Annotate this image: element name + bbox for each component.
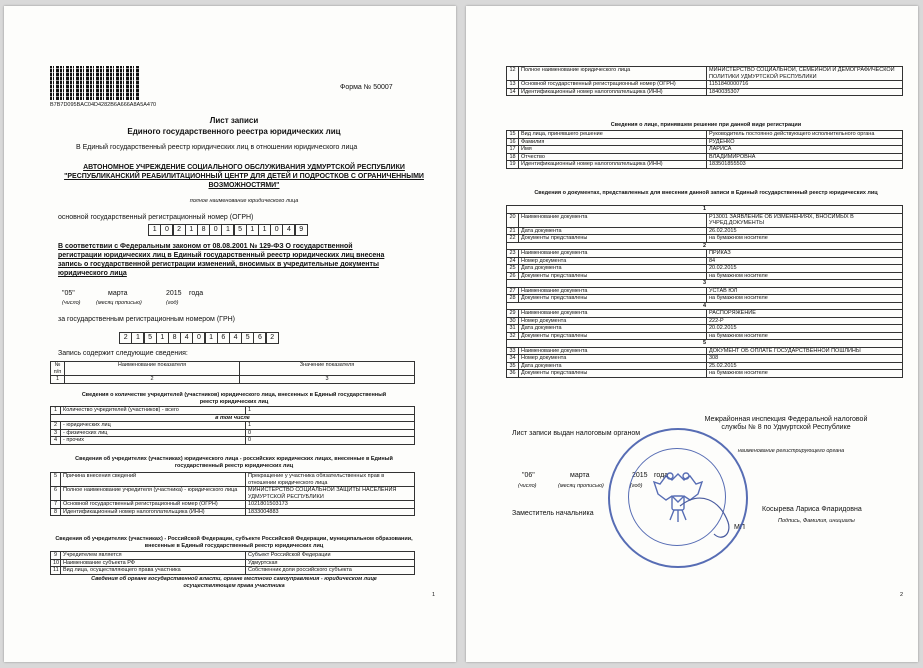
cap-year: (год) [166,300,179,306]
cell-name: Идентификационный номер налогоплательщика (ИНН) [519,161,707,169]
cell-name: Вид лица, осуществляющего права участника [61,567,246,575]
cell-value: 1840035307 [707,88,903,96]
hdr-c1: 1 [51,376,65,384]
cell-value: 308 [707,355,903,363]
cell-value: ПРИКАЗ [707,250,903,258]
cell-value: МИНИСТЕРСТВО СОЦИАЛЬНОЙ ЗАЩИТЫ НАСЕЛЕНИЯ УДМУРТСКОЙ РЕСПУБЛИКИ [246,487,415,501]
digit-cell: 1 [246,224,259,236]
cell-n: 26 [507,272,519,280]
cell-n: 9 [51,552,61,560]
cell-value: 20.02.2015 [707,265,903,273]
cell-value: РАСПОРЯЖЕНИЕ [707,310,903,318]
table-row [507,235,903,243]
cap-day: (число) [62,300,81,306]
digit-cell: 0 [192,332,205,344]
cell-n: 4 [51,437,61,445]
table-row [507,325,903,333]
cell-value: 1 [246,422,415,430]
digit-cell: 0 [270,224,283,236]
table-row [51,473,415,487]
table-row [507,138,903,146]
cell-name: Номер документа [519,257,707,265]
founders-legal-table [50,472,415,516]
cell-value: 1833004883 [246,508,415,516]
table-row [507,362,903,370]
cell-n: 25 [507,265,519,273]
org-name-caption: полное наименование юридического лица [189,198,299,204]
cell-n: 30 [507,317,519,325]
date-year: 2015 [166,290,182,297]
table-row [507,67,903,81]
table-row [507,250,903,258]
cell-n: 21 [507,227,519,235]
cell-n: 1 [51,407,61,415]
table-row [507,355,903,363]
cap-month-2: (месяц прописью) [558,483,604,489]
cell-n: 28 [507,295,519,303]
cell-name: Наименование документа [519,287,707,295]
cell-name: Номер документа [519,317,707,325]
cell-value: 84 [707,257,903,265]
table-row [507,347,903,355]
table-row [507,317,903,325]
page-number-2: 2 [900,592,904,598]
cell-name: Идентификационный номер налогоплательщика (ИНН) [519,88,707,96]
cell-value: 1151840000716 [707,81,903,89]
cell-n: 31 [507,325,519,333]
cell-n: 24 [507,257,519,265]
cell-value: ЛАРИСА [707,146,903,154]
cell-value: Прекращение у участника обязательственных прав в отношении юридического лица [246,473,415,487]
cell-value: 26.02.2015 [707,227,903,235]
cell-n: 10 [51,559,61,567]
table-row [51,552,415,560]
cell-name: - физических лиц [61,429,246,437]
cell-name: Причина внесения сведений [61,473,246,487]
page-1 [4,6,456,662]
cell-value: на бумажном носителе [707,295,903,303]
date-year-2: 2015 [632,472,648,479]
ogrn-label: основной государственный регистрационный номер (ОГРН) [58,214,254,221]
section-row [507,302,903,310]
digit-cell: 1 [131,332,144,344]
table-row [51,437,415,445]
law-text: В соответствии с Федеральным законом от 08.08.2001 № 129-ФЗ О государственной регистрации юридических лиц в Единый государственный реестр юридических лиц внесена запись о государственной регистрации изменений, вносимых в учредительные документы юридического лица [58,243,385,277]
org-name: АВТОНОМНОЕ УЧРЕЖДЕНИЕ СОЦИАЛЬНОГО ОБСЛУЖИВАНИЯ УДМУРТСКОЙ РЕСПУБЛИКИ "РЕСПУБЛИКАНСКИЙ РЕАБИЛИТАЦИОННЫЙ ЦЕНТР ДЛЯ ДЕТЕЙ И ПОДРОСТКОВ С ОГРАНИЧЕННЫМИ ВОЗМОЖНОСТЯМИ" [64,164,424,189]
cell-value: 183501855503 [707,161,903,169]
table-row [51,422,415,430]
cell-name: Вид лица, принявшего решение [519,131,707,139]
sec-founders-gov: Сведения об учредителях (участниках) - Российской Федерации, субъекте Российской Федерации, муниципальном образовании, внесенные в Единый государственный реестр юридических лиц [55,536,413,549]
table-row [507,287,903,295]
section-row [51,414,415,422]
cell-n: 7 [51,501,61,509]
cell-value: Руководитель постоянно действующего исполнительного органа [707,131,903,139]
digit-cell: 6 [253,332,266,344]
cell-n: 19 [507,161,519,169]
cell-n: 11 [51,567,61,575]
table-row [507,370,903,378]
section-cell: 1 [507,206,903,214]
stamp-signature-icon [610,430,746,566]
cell-name: Полное наименование учредителя (участника) - юридического лица [61,487,246,501]
cap-year-2: (год) [630,483,643,489]
sec-founders-legal: Сведения об учредителях (участниках) юридического лица - российских юридических лицах, внесенные в Единый государственный реестр юридических лиц [75,456,393,469]
signer-caption: Подпись, Фамилия, инициалы [778,518,855,524]
cell-name: Полное наименование юридического лица [519,67,707,81]
digit-cell: 1 [258,224,271,236]
cell-value: на бумажном носителе [707,370,903,378]
digit-cell: 1 [205,332,218,344]
issuer: Межрайонная инспекция Федеральной налоговой службы № 8 по Удмуртской Республике [704,416,868,431]
cell-name: Основной государственный регистрационный номер (ОГРН) [61,501,246,509]
cell-n: 16 [507,138,519,146]
cell-n: 23 [507,250,519,258]
cell-name: Номер документа [519,355,707,363]
cell-n: 3 [51,429,61,437]
grn-label: за государственным регистрационным номером (ГРН) [58,316,235,323]
cell-n: 5 [51,473,61,487]
barcode-text: B7B7D095BAC04D4282B6A666A8A5A470 [50,102,157,108]
table-row [507,257,903,265]
title-line1: Лист записи [209,116,259,125]
cell-n: 2 [51,422,61,430]
barcode [50,66,140,100]
digit-cell: 5 [241,332,254,344]
section-cell: 5 [507,340,903,348]
cell-name: Дата документа [519,362,707,370]
section-cell: 4 [507,302,903,310]
digit-cell: 8 [168,332,181,344]
cell-name: Документы представлены [519,272,707,280]
cell-value: 0 [246,437,415,445]
table-row [507,153,903,161]
cell-n: 6 [51,487,61,501]
cell-n: 8 [51,508,61,516]
date-year-suffix-2: года [654,472,669,479]
record-contains: Запись содержит следующие сведения: [58,350,188,357]
cell-n: 29 [507,310,519,318]
signer: Косырева Лариса Фларидовна [762,506,862,513]
founders-gov-table [50,551,415,575]
cell-n: 22 [507,235,519,243]
cell-n: 15 [507,131,519,139]
cell-name: Наименование документа [519,347,707,355]
cell-n: 13 [507,81,519,89]
table-row [507,310,903,318]
person-table [506,130,903,169]
mp-label: МП [734,524,745,531]
cell-n: 14 [507,88,519,96]
cell-n: 34 [507,355,519,363]
digit-cell: 1 [185,224,198,236]
page-2 [466,6,918,662]
digit-cell: 5 [234,224,247,236]
cell-n: 18 [507,153,519,161]
table-row [51,429,415,437]
cell-value: УСТАВ ЮЛ [707,287,903,295]
cell-name: Наименование документа [519,250,707,258]
cell-value: 25.02.2015 [707,362,903,370]
form-number: Форма № 50007 [340,84,393,91]
digit-cell: 2 [119,332,132,344]
cell-name: Наименование документа [519,310,707,318]
table-row [51,487,415,501]
cell-name: Основной государственный регистрационный номер (ОГРН) [519,81,707,89]
date-day-2: "06" [522,472,535,479]
section-row [507,242,903,250]
ogrn-digits [149,224,308,236]
cell-value: на бумажном носителе [707,272,903,280]
cap-day-2: (число) [518,483,537,489]
cell-value: МИНИСТЕРСТВО СОЦИАЛЬНОЙ, СЕМЕЙНОЙ И ДЕМОГРАФИЧЕСКОЙ ПОЛИТИКИ УДМУРТСКОЙ РЕСПУБЛИКИ [707,67,903,81]
cell-name: Учредителем является [61,552,246,560]
cell-n: 17 [507,146,519,154]
digit-cell: 5 [144,332,157,344]
section-row [507,280,903,288]
cell-value: 1 [246,407,415,415]
cell-n: 36 [507,370,519,378]
official-stamp [608,428,748,568]
cell-value: на бумажном носителе [707,332,903,340]
table-row [507,146,903,154]
table-row [51,559,415,567]
cell-n: 33 [507,347,519,355]
table-row [51,407,415,415]
table-row [51,508,415,516]
digit-cell: 0 [160,224,173,236]
digit-cell: 4 [180,332,193,344]
sec-person: Сведения о лице, принявшем решение при данной виде регистрации [610,122,802,128]
digit-cell: 1 [156,332,169,344]
date-day: "05" [62,290,75,297]
hdr-c3: 3 [240,376,415,384]
date-year-suffix: года [189,290,204,297]
cell-name: Дата документа [519,227,707,235]
section-row [507,206,903,214]
cell-name: Наименование субъекта РФ [61,559,246,567]
cell-value: РУДЕНКО [707,138,903,146]
cell-name: Документы представлены [519,370,707,378]
digit-cell: 9 [295,224,308,236]
table-row [507,332,903,340]
issued-by-label: Лист записи выдан налоговым органом [512,430,641,437]
cell-name: Фамилия [519,138,707,146]
hdr-value: Значение показателя [240,362,415,376]
cell-name: Документы представлены [519,235,707,243]
section-cell: 3 [507,280,903,288]
digit-cell: 2 [173,224,186,236]
header-table [50,361,415,384]
cell-value: Удмуртская [246,559,415,567]
cell-n: 35 [507,362,519,370]
cell-name: Имя [519,146,707,154]
founders-count-table [50,406,415,445]
table-row [507,213,903,227]
table-row [51,501,415,509]
table-row [507,88,903,96]
date-month-2: марта [570,472,590,479]
cell-name: Документы представлены [519,332,707,340]
org-info-table [506,66,903,96]
digit-cell: 1 [148,224,161,236]
grn-digits [120,332,279,344]
table-row [507,295,903,303]
cell-value: Р13001 ЗАЯВЛЕНИЕ ОБ ИЗМЕНЕНИЯХ, ВНОСИМЫХ В УЧРЕД.ДОКУМЕНТЫ [707,213,903,227]
cell-value: ДОКУМЕНТ ОБ ОПЛАТЕ ГОСУДАРСТВЕННОЙ ПОШЛИНЫ [707,347,903,355]
cell-value: 1021801503173 [246,501,415,509]
table-row [507,131,903,139]
cell-n: 12 [507,67,519,81]
cell-value: 20.02.2015 [707,325,903,333]
digit-cell: 6 [217,332,230,344]
cell-value: Собственник доли российского субъекта [246,567,415,575]
section-row [507,340,903,348]
digit-cell: 4 [229,332,242,344]
hdr-num: № п/п [51,362,65,376]
issuer-caption: наименование регистрирующего органа [737,448,845,454]
cell-n: 20 [507,213,519,227]
cell-name: Отчество [519,153,707,161]
table-row [507,81,903,89]
table-row [507,272,903,280]
hdr-c2: 2 [65,376,240,384]
hdr-name: Наименование показателя [65,362,240,376]
digit-cell: 0 [209,224,222,236]
digit-cell: 2 [266,332,279,344]
docs-table [506,205,903,378]
digit-cell: 1 [221,224,234,236]
cell-name: Дата документа [519,325,707,333]
cell-value: Субъект Российской Федерации [246,552,415,560]
cell-n: 32 [507,332,519,340]
digit-cell: 8 [197,224,210,236]
sec-docs: Сведения о документах, представленных для внесения данной записи в Единый государственный реестр юридических лиц [534,190,878,196]
cell-name: Дата документа [519,265,707,273]
table-row [507,161,903,169]
section-cell: 2 [507,242,903,250]
cell-value: 0 [246,429,415,437]
cell-name: - юридических лиц [61,422,246,430]
table-row [51,567,415,575]
cell-n: 27 [507,287,519,295]
page-number-1: 1 [432,592,436,598]
sec-gov-body: Сведения об органе государственной власти, органе местного самоуправления - юридическом лице осуществляющем права участника [91,576,377,589]
section-cell: в том числе [51,414,415,422]
cell-value: 222-Р [707,317,903,325]
cell-value: на бумажном носителе [707,235,903,243]
intro-text: В Единый государственный реестр юридических лиц в отношении юридического лица [76,144,358,151]
table-row [507,227,903,235]
deputy-label: Заместитель начальника [512,510,594,517]
cell-name: - прочих [61,437,246,445]
cap-month: (месяц прописью) [96,300,142,306]
title-line2: Единого государственного реестра юридических лиц [127,127,341,136]
cell-name: Документы представлены [519,295,707,303]
cell-name: Наименование документа [519,213,707,227]
cell-value: ВЛАДИМИРОВНА [707,153,903,161]
cell-name: Идентификационный номер налогоплательщика (ИНН) [61,508,246,516]
digit-cell: 4 [282,224,295,236]
sec-founders-count: Сведения о количестве учредителей (участников) юридического лица, внесенных в Единый государственный реестр юридических лиц [81,392,387,405]
date-month: марта [108,290,128,297]
cell-name: Количество учредителей (участников) - всего [61,407,246,415]
table-row [507,265,903,273]
